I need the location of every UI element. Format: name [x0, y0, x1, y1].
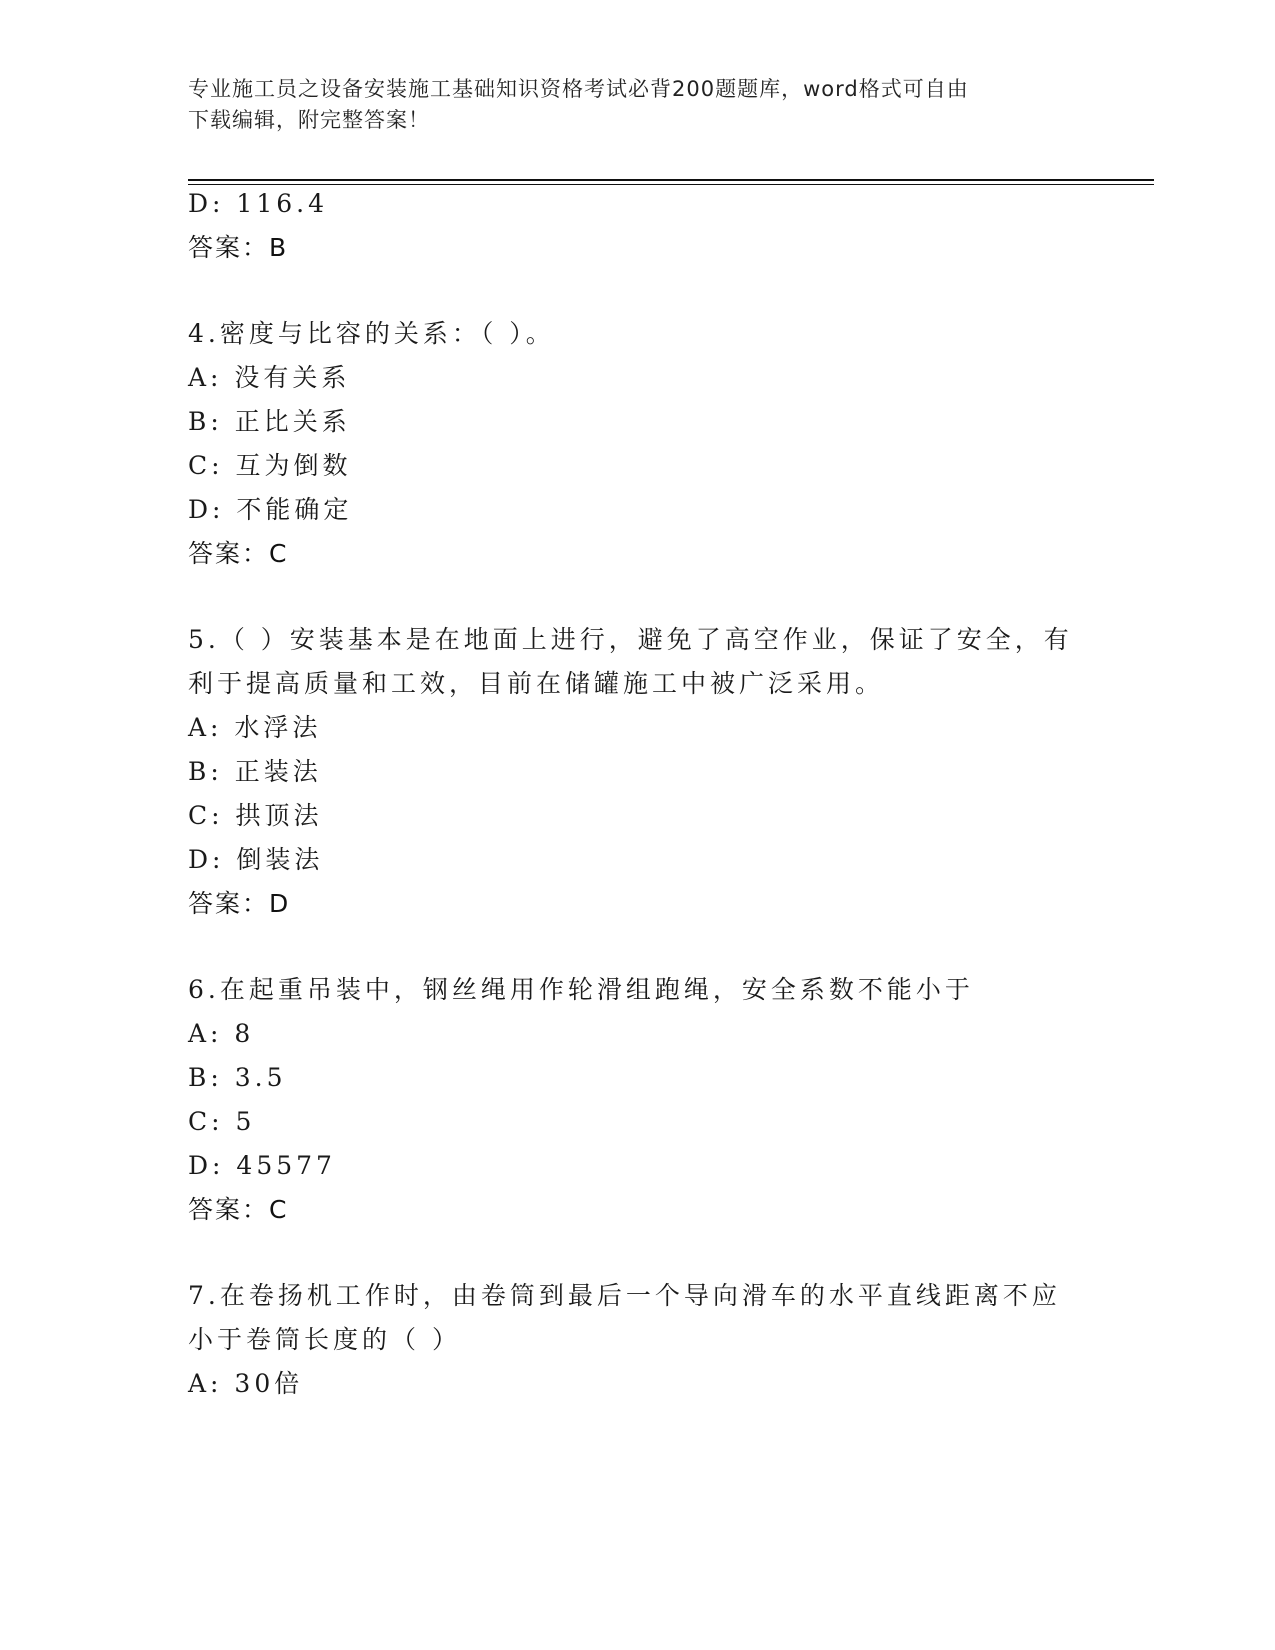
- question-5-stem-line-2: 利于提高质量和工效，目前在储罐施工中被广泛采用。: [188, 669, 885, 698]
- prev-question-option-d: D: 116.4: [188, 189, 328, 218]
- question-5-option-c: C: 拱顶法: [188, 801, 323, 830]
- header-title-line-1: 专业施工员之设备安装施工基础知识资格考试必背200题题库，word格式可自由: [188, 77, 969, 101]
- question-4-option-c: C: 互为倒数: [188, 451, 352, 480]
- question-6-option-d: D: 45577: [188, 1151, 336, 1180]
- question-4-option-d: D: 不能确定: [188, 495, 353, 524]
- question-7-stem-line-2: 小于卷筒长度的（ ）: [188, 1325, 461, 1354]
- header-divider-thin: [188, 184, 1154, 185]
- question-4-option-b: B: 正比关系: [188, 407, 351, 436]
- question-5-option-a: A: 水浮法: [188, 713, 322, 742]
- header-title-line-2: 下载编辑，附完整答案！: [188, 108, 430, 132]
- question-7-option-a: A: 30倍: [188, 1369, 304, 1398]
- question-7-stem-line-1: 7.在卷扬机工作时，由卷筒到最后一个导向滑车的水平直线距离不应: [188, 1281, 1061, 1310]
- question-5-stem-line-1: 5.（ ）安装基本是在地面上进行，避免了高空作业，保证了安全，有: [188, 625, 1073, 654]
- question-6-option-b: B: 3.5: [188, 1063, 287, 1092]
- question-5-answer: 答案：D: [188, 889, 291, 918]
- question-6-answer: 答案：C: [188, 1195, 289, 1224]
- header-divider-thick: [188, 179, 1154, 181]
- question-6-option-c: C: 5: [188, 1107, 256, 1136]
- question-6-stem: 6.在起重吊装中，钢丝绳用作轮滑组跑绳，安全系数不能小于: [188, 975, 974, 1004]
- document-header: [188, 74, 1068, 136]
- question-4-answer: 答案：C: [188, 539, 289, 568]
- prev-question-answer: 答案：B: [188, 233, 289, 262]
- question-4-option-a: A: 没有关系: [188, 363, 351, 392]
- question-6-option-a: A: 8: [188, 1019, 255, 1048]
- question-4-stem: 4.密度与比容的关系：（ ）。: [188, 319, 555, 348]
- question-5-option-b: B: 正装法: [188, 757, 322, 786]
- question-5-option-d: D: 倒装法: [188, 845, 324, 874]
